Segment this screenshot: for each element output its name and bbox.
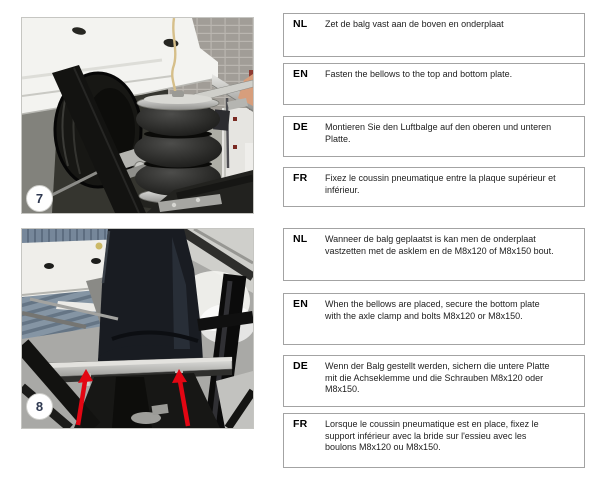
instruction-text: Lorsque le coussin pneumatique est en place, fixez le support inférieur avec la bride sur l'essieu avec les boulons M8x120 ou M8x150. — [325, 419, 539, 452]
photo-step-8-art — [22, 229, 253, 428]
language-label: EN — [293, 298, 308, 310]
axle-beam — [98, 229, 203, 375]
instruction-box-de-step7 — [283, 116, 585, 157]
language-label: DE — [293, 360, 308, 372]
language-label: DE — [293, 121, 308, 133]
instruction-text: Montieren Sie den Luftbalge auf den oberen und unteren Platte. — [325, 122, 552, 144]
photo-step-8 — [21, 228, 254, 429]
instruction-box-nl-step7 — [283, 13, 585, 57]
instruction-text: Zet de balg vast aan de boven en onderplaat — [325, 19, 504, 29]
instruction-text: Fasten the bellows to the top and bottom plate. — [325, 69, 513, 79]
instruction-text: Fixez le coussin pneumatique entre la plaque supérieur et inférieur. — [325, 173, 556, 195]
instruction-text: When the bellows are placed, secure the bottom plate with the axle clamp and bolts M8x120 or M8x150. — [325, 299, 540, 321]
instruction-box-fr-step8 — [283, 413, 585, 468]
instruction-text: Wenn der Balg gestellt werden, sichern die untere Platte mit die Achseklemme und die Schrauben M8x120 oder M8x150. — [325, 361, 550, 394]
instruction-box-fr-step7 — [283, 167, 585, 207]
language-label: NL — [293, 18, 308, 30]
photo-step-7-art — [22, 18, 253, 213]
step-7-badge — [26, 185, 53, 212]
language-label: EN — [293, 68, 308, 80]
step-8-badge — [26, 393, 53, 420]
language-label: NL — [293, 233, 308, 245]
step-7-number: 7 — [35, 191, 44, 206]
step-8-number: 8 — [35, 399, 44, 414]
instruction-box-de-step8 — [283, 355, 585, 407]
instruction-box-nl-step8 — [283, 228, 585, 281]
language-label: FR — [293, 172, 308, 184]
instruction-box-en-step7 — [283, 63, 585, 105]
photo-step-7 — [21, 17, 254, 214]
language-label: FR — [293, 418, 308, 430]
instruction-box-en-step8 — [283, 293, 585, 345]
instruction-text: Wanneer de balg geplaatst is kan men de onderplaat vastzetten met de asklem en de M8x120 of M8x150 bout. — [325, 234, 554, 256]
